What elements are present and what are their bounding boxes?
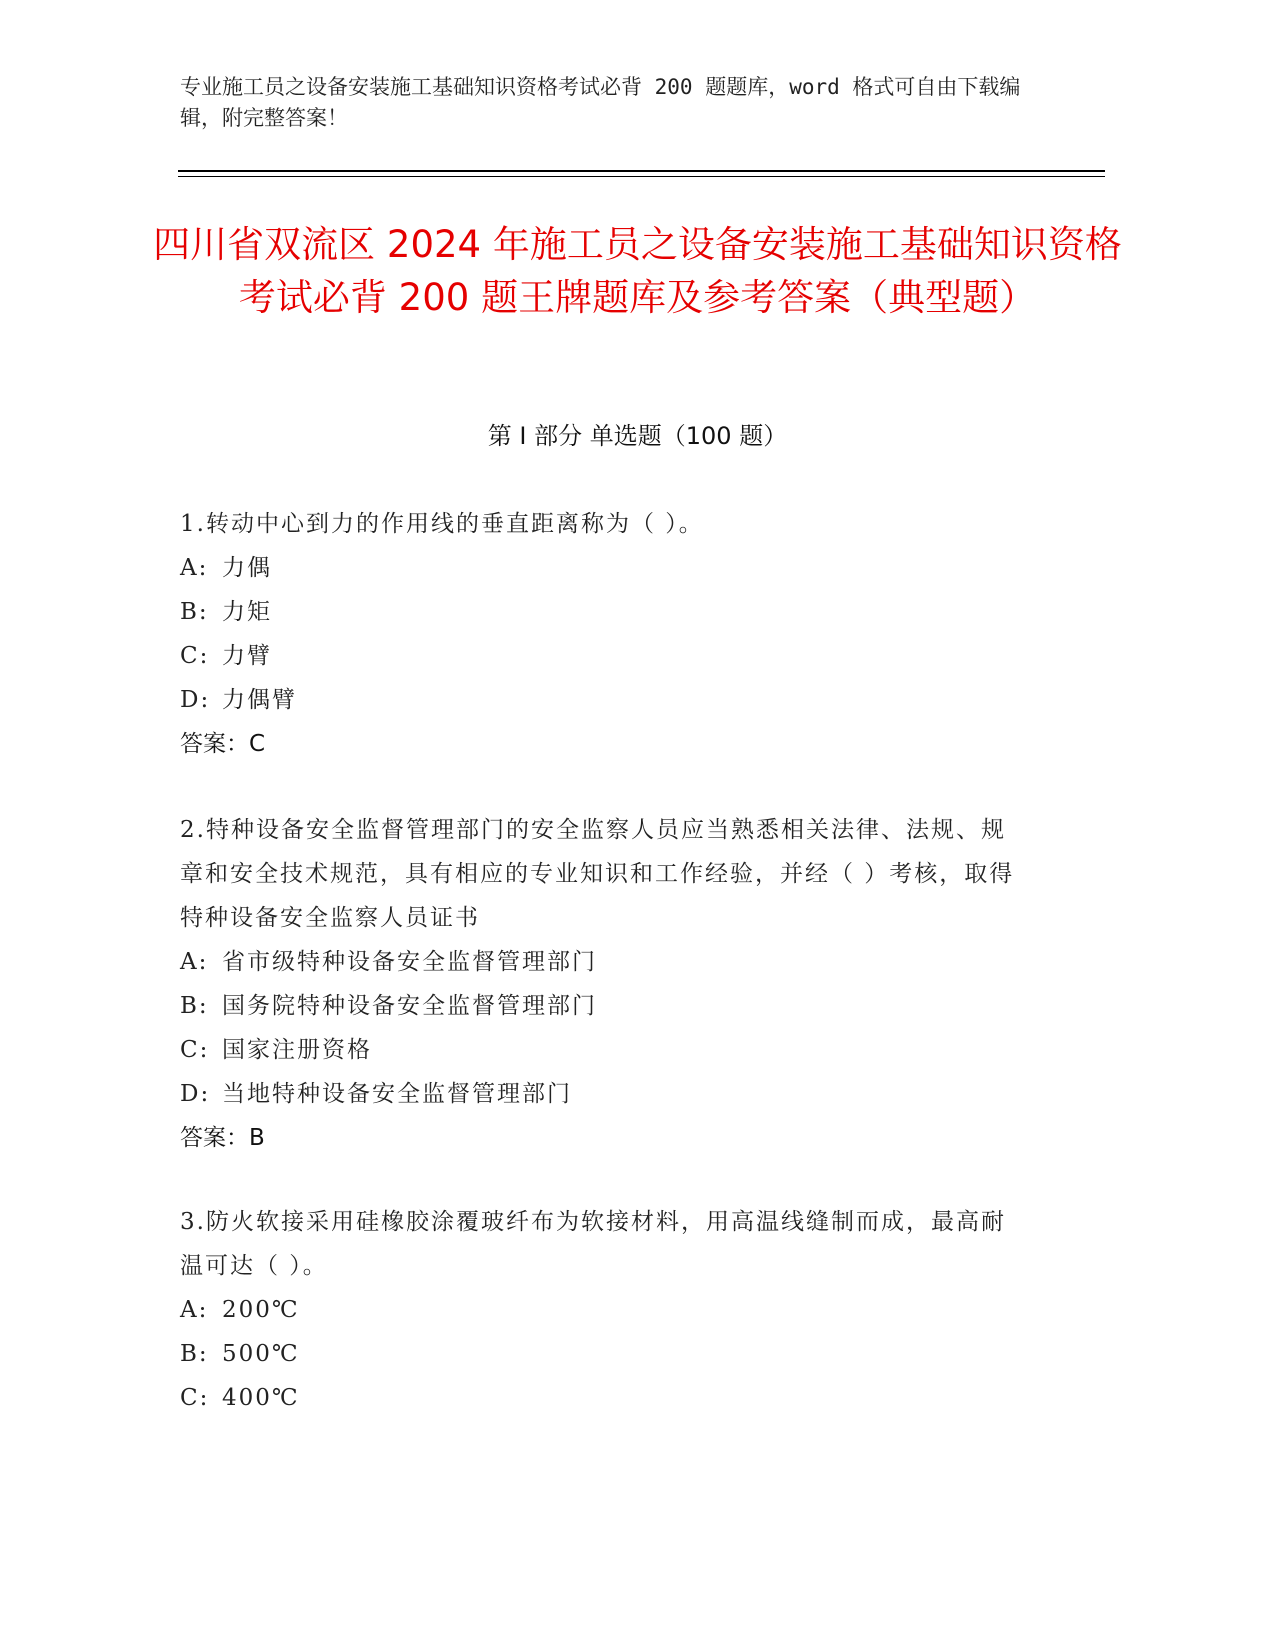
- option-a: [180, 940, 1030, 984]
- option-b: [180, 590, 1030, 634]
- option-b: [180, 984, 1030, 1028]
- header-divider-thick: [178, 170, 1105, 172]
- option-text: 国家注册资格: [222, 1037, 372, 1063]
- option-text: 400℃: [222, 1385, 300, 1411]
- option-key: B:: [180, 599, 209, 625]
- option-a: [180, 1288, 1030, 1332]
- option-a: [180, 546, 1030, 590]
- option-key: A:: [180, 1297, 209, 1323]
- question-3: [180, 1200, 1030, 1420]
- option-text: 力偶: [222, 555, 272, 581]
- question-2: [180, 808, 1030, 1160]
- option-key: D:: [180, 687, 211, 713]
- option-text: 省市级特种设备安全监督管理部门: [222, 949, 597, 975]
- option-c: [180, 1376, 1030, 1420]
- option-key: C:: [180, 1385, 210, 1411]
- header-divider-thin: [178, 176, 1105, 177]
- option-text: 当地特种设备安全监督管理部门: [222, 1081, 572, 1107]
- option-text: 200℃: [222, 1297, 300, 1323]
- option-d: [180, 678, 1030, 722]
- option-c: [180, 634, 1030, 678]
- question-text: 3.防火软接采用硅橡胶涂覆玻纤布为软接材料，用高温线缝制而成，最高耐温可达（ ）。: [180, 1209, 1006, 1279]
- option-text: 力矩: [222, 599, 272, 625]
- option-c: [180, 1028, 1030, 1072]
- option-key: A:: [180, 949, 209, 975]
- question-text: 1.转动中心到力的作用线的垂直距离称为（ ）。: [180, 511, 704, 537]
- header-note: 专业施工员之设备安装施工基础知识资格考试必背 200 题题库，word 格式可自由下载编辑，附完整答案！: [180, 75, 1021, 130]
- document-title: 四川省双流区 2024 年施工员之设备安装施工基础知识资格考试必背 200 题王牌题库及参考答案（典型题）: [153, 223, 1122, 319]
- option-d: [180, 1072, 1030, 1116]
- answer-line: 答案：B: [180, 1125, 265, 1151]
- option-text: 力臂: [222, 643, 272, 669]
- option-key: B:: [180, 993, 209, 1019]
- option-b: [180, 1332, 1030, 1376]
- option-text: 力偶臂: [222, 687, 297, 713]
- option-key: D:: [180, 1081, 211, 1107]
- section-title: 第 I 部分 单选题（100 题）: [487, 422, 788, 450]
- question-1: [180, 502, 1030, 766]
- option-text: 国务院特种设备安全监督管理部门: [222, 993, 597, 1019]
- option-text: 500℃: [222, 1341, 300, 1367]
- option-key: C:: [180, 643, 210, 669]
- answer-line: 答案：C: [180, 731, 266, 757]
- question-text: 2.特种设备安全监督管理部门的安全监察人员应当熟悉相关法律、法规、规章和安全技术规范，具有相应的专业知识和工作经验，并经（ ）考核，取得特种设备安全监察人员证书: [180, 817, 1015, 931]
- option-key: A:: [180, 555, 209, 581]
- option-key: C:: [180, 1037, 210, 1063]
- option-key: B:: [180, 1341, 209, 1367]
